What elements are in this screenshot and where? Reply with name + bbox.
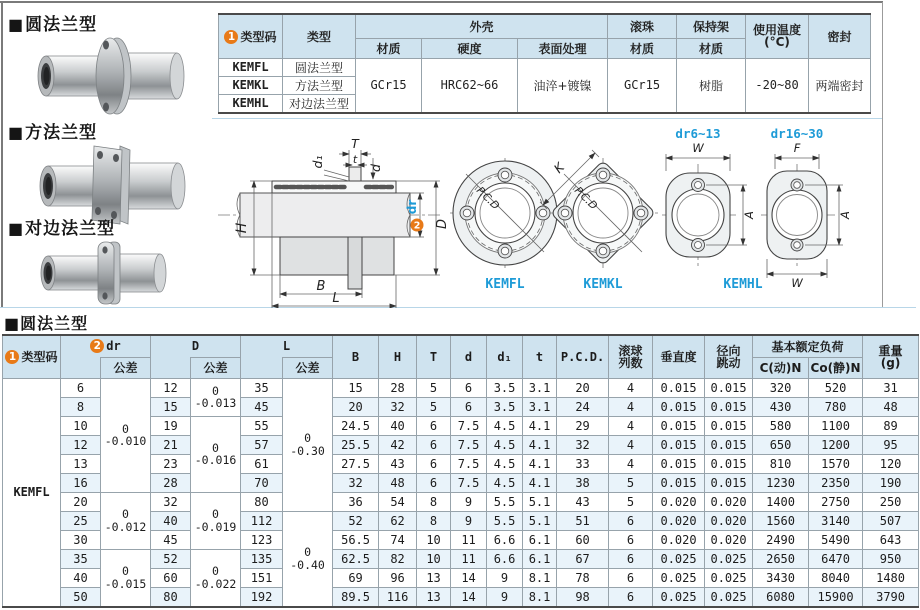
spec-table bbox=[218, 13, 871, 114]
svg-text:L: L bbox=[332, 291, 340, 306]
badge-2 bbox=[411, 219, 424, 232]
D-tolerance-cell: 0 -0.016 bbox=[191, 416, 241, 492]
header-D-sub-empty bbox=[151, 357, 191, 378]
header-ball-material: 材质 bbox=[608, 38, 677, 58]
dr-value[interactable]: 35 bbox=[61, 549, 101, 568]
svg-text:2: 2 bbox=[413, 220, 421, 232]
header-dr-sub-empty bbox=[61, 357, 101, 378]
technical-drawings bbox=[210, 118, 883, 308]
header-ball-rows: 滚球 列数 bbox=[609, 335, 653, 378]
badge-1: 1 bbox=[5, 350, 19, 364]
header-weight: 重量 (g) bbox=[863, 335, 919, 378]
svg-text:K: K bbox=[550, 159, 568, 177]
table-row: KEMFL 6 0 -0.010 12 0 -0.013 35 0 -0.30 15 28 5 6 3.5 3.1 20 4 0.015 0.015 320 520 31 bbox=[3, 378, 919, 397]
label-kemkl: KEMKL bbox=[583, 277, 623, 292]
label-range-small: dr6~13 bbox=[675, 126, 721, 141]
L-tolerance-cell: 0 -0.30 bbox=[283, 378, 333, 511]
header-shell-surface: 表面处理 bbox=[518, 38, 608, 58]
header-load-dynamic: C(动)N bbox=[753, 357, 809, 378]
shell-material-value: GCr15 bbox=[356, 58, 422, 113]
table-row: 10 19 0 -0.016 55 24.5 40 6 7.5 4.5 4.1 29 4 0.015 0.015 580 1100 89 bbox=[3, 416, 919, 435]
header-L-sub-empty bbox=[241, 357, 283, 378]
product-photo-round-flange bbox=[26, 30, 196, 118]
header-L-tolerance: 公差 bbox=[283, 357, 333, 378]
table-row: 50 80 192 89.5 116 13 14 9 8.1 98 6 0.025 0.025 6080 15900 3790 bbox=[3, 587, 919, 607]
svg-text:d: d bbox=[368, 164, 383, 172]
surface-value: 油淬+镀镍 bbox=[518, 58, 608, 113]
drawing-front-kemkl bbox=[540, 150, 658, 292]
section-bullet: ■ bbox=[8, 219, 25, 238]
type-code-link[interactable]: KEMHL bbox=[219, 94, 283, 113]
dr-tolerance-cell: 0 -0.010 bbox=[101, 378, 151, 492]
seal-value: 两端密封 bbox=[809, 58, 871, 113]
drawing-front-kemhl-small bbox=[662, 126, 756, 266]
type-code-link[interactable]: KEMKL bbox=[219, 76, 283, 94]
svg-text:A: A bbox=[742, 211, 756, 219]
hardness-value: HRC62~66 bbox=[422, 58, 518, 113]
svg-text:dr: dr bbox=[405, 199, 419, 215]
header-type-code: 1 类型码 bbox=[219, 14, 283, 58]
svg-text:W: W bbox=[791, 276, 803, 290]
D-tolerance-cell: 0 -0.022 bbox=[191, 549, 241, 607]
table-row: 30 45 123 56.5 74 10 11 6.6 6.1 60 6 0.020 0.020 2490 5490 643 bbox=[3, 530, 919, 549]
label-kemfl: KEMFL bbox=[485, 277, 525, 292]
header-dr-tolerance: 公差 bbox=[101, 357, 151, 378]
section-label-round-flange: ■圆法兰型 bbox=[8, 15, 98, 35]
product-photo-opposite-flange bbox=[30, 236, 180, 308]
header-temperature: 使用温度 (°C) bbox=[746, 14, 809, 58]
header-B: B bbox=[333, 335, 379, 378]
drawing-front-kemfl bbox=[450, 158, 560, 292]
type-code-link[interactable]: KEMFL bbox=[219, 58, 283, 76]
dr-tolerance-cell: 0 -0.015 bbox=[101, 549, 151, 607]
ball-material-value: GCr15 bbox=[608, 58, 677, 113]
header-load-group: 基本额定负荷 bbox=[753, 335, 863, 357]
svg-text:t: t bbox=[352, 153, 358, 166]
header-T: T bbox=[417, 335, 451, 378]
dr-value[interactable]: 10 bbox=[61, 416, 101, 435]
temperature-value: -20~80 bbox=[746, 58, 809, 113]
svg-text:W: W bbox=[692, 141, 704, 155]
D-tolerance-cell: 0 -0.019 bbox=[191, 492, 241, 549]
spec-row-kemfl bbox=[219, 58, 871, 76]
dr-value[interactable]: 8 bbox=[61, 397, 101, 416]
table-row: 8 15 45 20 32 5 6 3.5 3.1 24 4 0.015 0.015 430 780 48 bbox=[3, 397, 919, 416]
frame-top-line bbox=[0, 1, 883, 3]
header-ball-group: 滚珠 bbox=[608, 14, 677, 38]
dr-value[interactable]: 13 bbox=[61, 454, 101, 473]
header-D-group: D bbox=[151, 335, 241, 357]
header-H: H bbox=[379, 335, 417, 378]
svg-text:P.C.D: P.C.D bbox=[571, 184, 600, 213]
dr-value[interactable]: 30 bbox=[61, 530, 101, 549]
table-row: 16 28 70 32 48 6 7.5 4.5 4.1 38 5 0.015 0.015 1230 2350 190 bbox=[3, 473, 919, 492]
table-row: 12 21 57 25.5 42 6 7.5 4.5 4.1 32 4 0.015 0.015 650 1200 95 bbox=[3, 435, 919, 454]
drawing-cross-section bbox=[218, 136, 450, 308]
section-bullet: ■ bbox=[4, 314, 21, 333]
dr-value[interactable]: 12 bbox=[61, 435, 101, 454]
D-tolerance-cell: 0 -0.013 bbox=[191, 378, 241, 416]
header-shell-hardness: 硬度 bbox=[422, 38, 518, 58]
badge-1: 1 bbox=[224, 30, 238, 44]
header-cage-material: 材质 bbox=[677, 38, 746, 58]
header-L-group: L bbox=[241, 335, 333, 357]
type-name: 方法兰型 bbox=[283, 76, 356, 94]
frame-left-line bbox=[1, 1, 3, 307]
L-tolerance-cell: 0 -0.40 bbox=[283, 511, 333, 607]
header-d1: d₁ bbox=[487, 335, 523, 378]
table-row: 40 60 151 69 96 13 14 9 8.1 78 6 0.025 0.025 3430 8040 1480 bbox=[3, 568, 919, 587]
svg-text:F: F bbox=[793, 141, 801, 155]
svg-text:d₁: d₁ bbox=[310, 155, 325, 169]
header-cage-group: 保持架 bbox=[677, 14, 746, 38]
dimension-table bbox=[2, 334, 919, 608]
section-label-square-flange: ■方法兰型 bbox=[8, 123, 98, 143]
header-type-code: 1 类型码 bbox=[3, 335, 61, 378]
dr-tolerance-cell: 0 -0.012 bbox=[101, 492, 151, 549]
type-name: 对边法兰型 bbox=[283, 94, 356, 113]
dr-value[interactable]: 20 bbox=[61, 492, 101, 511]
dr-value[interactable]: 25 bbox=[61, 511, 101, 530]
label-range-large: dr16~30 bbox=[770, 126, 824, 141]
svg-text:P.C.D: P.C.D bbox=[473, 184, 502, 213]
header-type: 类型 bbox=[283, 14, 356, 58]
section-label-opposite-flange: ■对边法兰型 bbox=[8, 219, 116, 239]
header-radial-runout: 径向 跳动 bbox=[705, 335, 753, 378]
svg-text:A: A bbox=[838, 211, 852, 219]
dr-value[interactable]: 40 bbox=[61, 568, 101, 587]
table-row: 25 40 112 0 -0.40 52 62 8 9 5.5 5.1 51 6 0.020 0.020 1560 3140 507 bbox=[3, 511, 919, 530]
dr-value[interactable]: 6 bbox=[61, 378, 101, 397]
type-name: 圆法兰型 bbox=[283, 58, 356, 76]
type-code-cell[interactable]: KEMFL bbox=[3, 378, 61, 607]
svg-text:T: T bbox=[351, 136, 359, 151]
header-seal: 密封 bbox=[809, 14, 871, 58]
badge-2: 2 bbox=[90, 339, 104, 353]
svg-text:D: D bbox=[435, 218, 450, 230]
header-d: d bbox=[451, 335, 487, 378]
label-kemhl: KEMHL bbox=[723, 277, 763, 292]
svg-text:H: H bbox=[234, 222, 250, 234]
header-dr-group: 2 dr bbox=[61, 335, 151, 357]
table-row: 13 23 61 27.5 43 6 7.5 4.5 4.1 33 4 0.015 0.015 810 1570 120 bbox=[3, 454, 919, 473]
header-shell-group: 外壳 bbox=[356, 14, 608, 38]
header-load-static: Co(静)N bbox=[809, 357, 863, 378]
dr-value[interactable]: 50 bbox=[61, 587, 101, 607]
header-D-tolerance: 公差 bbox=[191, 357, 241, 378]
dr-value[interactable]: 16 bbox=[61, 473, 101, 492]
table-row: 35 0 -0.015 52 0 -0.022 135 62.5 82 10 11 6.6 6.1 67 6 0.025 0.025 2650 6470 950 bbox=[3, 549, 919, 568]
section-bullet: ■ bbox=[8, 15, 25, 34]
header-perpendicularity: 垂直度 bbox=[653, 335, 705, 378]
header-pcd: P.C.D. bbox=[557, 335, 609, 378]
svg-text:B: B bbox=[316, 279, 326, 294]
header-t: t bbox=[523, 335, 557, 378]
dim-table-title: ■圆法兰型 bbox=[4, 314, 89, 333]
cage-material-value: 树脂 bbox=[677, 58, 746, 113]
section-bullet: ■ bbox=[8, 123, 25, 142]
table-row: 20 0 -0.012 32 0 -0.019 80 36 54 8 9 5.5 5.1 43 5 0.020 0.020 1400 2750 250 bbox=[3, 492, 919, 511]
header-shell-material: 材质 bbox=[356, 38, 422, 58]
